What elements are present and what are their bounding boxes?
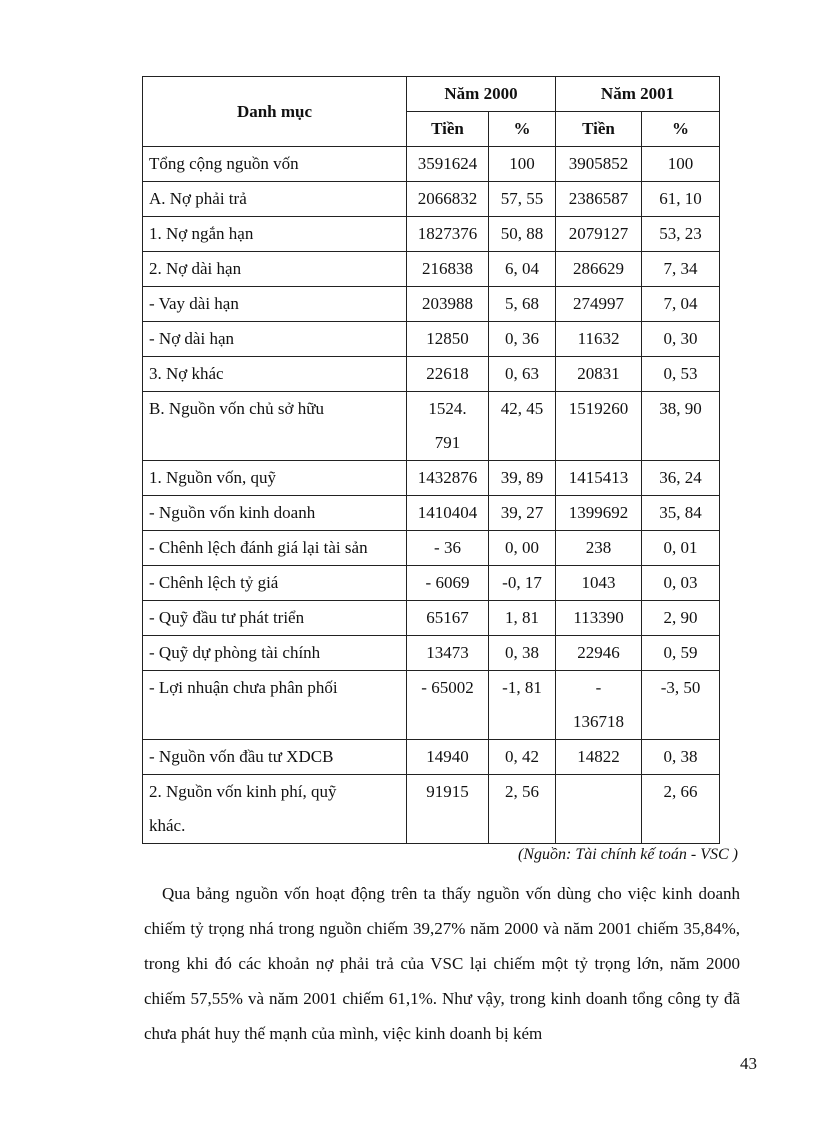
money-2001: 113390 bbox=[556, 601, 642, 636]
money-2000: 1432876 bbox=[407, 461, 489, 496]
body-paragraph: Qua bảng nguồn vốn hoạt động trên ta thấy nguồn vốn dùng cho việc kinh doanh chiếm tỷ trọng nhá trong nguồn chiếm 39,27% năm 2000 và năm 2001 chiếm 35,84%, trong khi đó các khoản nợ phải trả của VSC lại chiếm một tỷ trọng lớn, năm 2000 chiếm 57,55% và năm 2001 chiếm 61,1%. Như vậy, trong kinh doanh tổng công ty đã chưa phát huy thế mạnh của mình, việc kinh doanh bị kém bbox=[144, 884, 740, 1043]
table-row bbox=[143, 496, 720, 531]
percent-2000: 42, 45 bbox=[489, 392, 556, 461]
money-2000: - 65002 bbox=[407, 671, 489, 740]
money-2001: 1399692 bbox=[556, 496, 642, 531]
percent-2000: -0, 17 bbox=[489, 566, 556, 601]
money-2000: 1410404 bbox=[407, 496, 489, 531]
percent-2000: 2, 56 bbox=[489, 775, 556, 844]
money-2000: 22618 bbox=[407, 357, 489, 392]
money-2001: 286629 bbox=[556, 252, 642, 287]
money-2001: 2079127 bbox=[556, 217, 642, 252]
money-2001: 11632 bbox=[556, 322, 642, 357]
row-label: - Chênh lệch đánh giá lại tài sản bbox=[143, 531, 407, 566]
money-2000: 65167 bbox=[407, 601, 489, 636]
money-2000: 13473 bbox=[407, 636, 489, 671]
percent-2001: 36, 24 bbox=[642, 461, 720, 496]
money-2000: - 6069 bbox=[407, 566, 489, 601]
capital-sources-table bbox=[142, 76, 720, 844]
money-2001: - 136718 bbox=[556, 671, 642, 740]
percent-2001: 2, 66 bbox=[642, 775, 720, 844]
money-2001: 3905852 bbox=[556, 147, 642, 182]
percent-2000: 0, 36 bbox=[489, 322, 556, 357]
header-percent-2001: % bbox=[642, 112, 720, 147]
row-label: 1. Nợ ngắn hạn bbox=[143, 217, 407, 252]
row-label: 2. Nguồn vốn kinh phí, quỹ khác. bbox=[143, 775, 407, 844]
percent-2000: 0, 42 bbox=[489, 740, 556, 775]
row-label: - Chênh lệch tỷ giá bbox=[143, 566, 407, 601]
table-row bbox=[143, 740, 720, 775]
table-row bbox=[143, 182, 720, 217]
row-label: B. Nguồn vốn chủ sở hữu bbox=[143, 392, 407, 461]
percent-2001: 100 bbox=[642, 147, 720, 182]
percent-2000: 5, 68 bbox=[489, 287, 556, 322]
percent-2001: 38, 90 bbox=[642, 392, 720, 461]
money-2000: 12850 bbox=[407, 322, 489, 357]
percent-2001: -3, 50 bbox=[642, 671, 720, 740]
table-row bbox=[143, 461, 720, 496]
row-label: - Nợ dài hạn bbox=[143, 322, 407, 357]
money-2001: 1415413 bbox=[556, 461, 642, 496]
row-label: - Nguồn vốn đầu tư XDCB bbox=[143, 740, 407, 775]
percent-2000: 39, 89 bbox=[489, 461, 556, 496]
percent-2000: 57, 55 bbox=[489, 182, 556, 217]
money-2000: 1524. 791 bbox=[407, 392, 489, 461]
percent-2000: -1, 81 bbox=[489, 671, 556, 740]
table-row bbox=[143, 357, 720, 392]
money-2000: 203988 bbox=[407, 287, 489, 322]
row-label: A. Nợ phải trả bbox=[143, 182, 407, 217]
percent-2001: 53, 23 bbox=[642, 217, 720, 252]
money-2001: 20831 bbox=[556, 357, 642, 392]
money-2001: 14822 bbox=[556, 740, 642, 775]
percent-2000: 50, 88 bbox=[489, 217, 556, 252]
percent-2000: 6, 04 bbox=[489, 252, 556, 287]
percent-2000: 39, 27 bbox=[489, 496, 556, 531]
row-label: 2. Nợ dài hạn bbox=[143, 252, 407, 287]
money-2000: 216838 bbox=[407, 252, 489, 287]
percent-2000: 1, 81 bbox=[489, 601, 556, 636]
header-year-2001: Năm 2001 bbox=[556, 77, 720, 112]
money-2001 bbox=[556, 775, 642, 844]
percent-2001: 0, 53 bbox=[642, 357, 720, 392]
percent-2001: 7, 34 bbox=[642, 252, 720, 287]
money-2001: 1519260 bbox=[556, 392, 642, 461]
money-2000: 1827376 bbox=[407, 217, 489, 252]
percent-2001: 0, 30 bbox=[642, 322, 720, 357]
header-percent-2000: % bbox=[489, 112, 556, 147]
percent-2000: 100 bbox=[489, 147, 556, 182]
row-label: - Quỹ đầu tư phát triển bbox=[143, 601, 407, 636]
table-body bbox=[143, 147, 720, 844]
table-row bbox=[143, 531, 720, 566]
table-row bbox=[143, 287, 720, 322]
header-year-2000: Năm 2000 bbox=[407, 77, 556, 112]
table-row bbox=[143, 671, 720, 740]
row-label: - Quỹ dự phòng tài chính bbox=[143, 636, 407, 671]
percent-2001: 0, 01 bbox=[642, 531, 720, 566]
table-row bbox=[143, 601, 720, 636]
table-row bbox=[143, 217, 720, 252]
row-label: - Lợi nhuận chưa phân phối bbox=[143, 671, 407, 740]
money-2000: 14940 bbox=[407, 740, 489, 775]
source-note: (Nguồn: Tài chính kế toán - VSC ) bbox=[518, 846, 738, 863]
header-money-2001: Tiền bbox=[556, 112, 642, 147]
percent-2001: 0, 38 bbox=[642, 740, 720, 775]
row-label: - Nguồn vốn kinh doanh bbox=[143, 496, 407, 531]
table-row bbox=[143, 147, 720, 182]
percent-2000: 0, 00 bbox=[489, 531, 556, 566]
table-row bbox=[143, 392, 720, 461]
money-2000: - 36 bbox=[407, 531, 489, 566]
row-label: 1. Nguồn vốn, quỹ bbox=[143, 461, 407, 496]
percent-2001: 7, 04 bbox=[642, 287, 720, 322]
money-2000: 2066832 bbox=[407, 182, 489, 217]
table-row bbox=[143, 322, 720, 357]
table-row bbox=[143, 252, 720, 287]
percent-2001: 0, 59 bbox=[642, 636, 720, 671]
header-category: Danh mục bbox=[143, 77, 407, 147]
percent-2000: 0, 63 bbox=[489, 357, 556, 392]
money-2000: 3591624 bbox=[407, 147, 489, 182]
money-2000: 91915 bbox=[407, 775, 489, 844]
money-2001: 1043 bbox=[556, 566, 642, 601]
page-number: 43 bbox=[740, 1054, 757, 1073]
table-row bbox=[143, 566, 720, 601]
row-label: 3. Nợ khác bbox=[143, 357, 407, 392]
money-2001: 22946 bbox=[556, 636, 642, 671]
percent-2001: 2, 90 bbox=[642, 601, 720, 636]
percent-2001: 61, 10 bbox=[642, 182, 720, 217]
table-row bbox=[143, 636, 720, 671]
row-label: - Vay dài hạn bbox=[143, 287, 407, 322]
money-2001: 274997 bbox=[556, 287, 642, 322]
percent-2001: 35, 84 bbox=[642, 496, 720, 531]
table-row bbox=[143, 775, 720, 844]
money-2001: 2386587 bbox=[556, 182, 642, 217]
money-2001: 238 bbox=[556, 531, 642, 566]
percent-2001: 0, 03 bbox=[642, 566, 720, 601]
header-money-2000: Tiền bbox=[407, 112, 489, 147]
percent-2000: 0, 38 bbox=[489, 636, 556, 671]
row-label: Tổng cộng nguồn vốn bbox=[143, 147, 407, 182]
